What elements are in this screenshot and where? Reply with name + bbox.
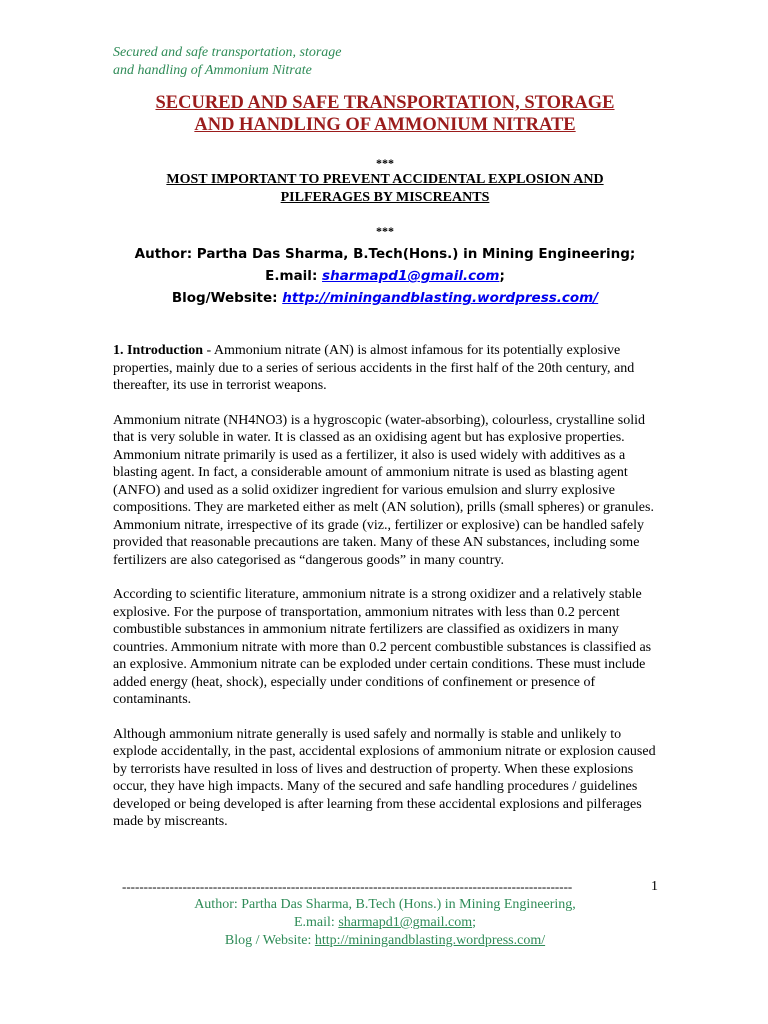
footer-email-line <box>100 914 670 932</box>
paragraph-4: Although ammonium nitrate generally is used safely and normally is stable and unlikely to explode accidentally, in the past, accidental explosions of ammonium nitrate or explosion caused by terrorists have resulted in loss of lives and destruction of property. When these explosions occur, they have high impacts. Many of the secured and safe handling procedures / guidelines developed or being developed is after learning from these accidental explosions and pilferages made by miscreants. <box>113 726 656 829</box>
author-email-label: E.mail: <box>265 268 323 284</box>
footer-blog-line <box>100 932 670 950</box>
footer-email-label: E.mail: <box>293 915 339 930</box>
running-header-line-1: Secured and safe transportation, storage <box>113 45 342 60</box>
footer-email-suffix: ; <box>472 915 477 930</box>
page-number: 1 <box>651 879 658 894</box>
introduction-text: - Ammonium nitrate (AN) is almost infamous for its potentially explosive properties, mainly due to a series of serious accidents in the first half of the 20th century, and thereafter, its use in terrorist weapons. <box>113 343 635 393</box>
section-heading-introduction: 1. Introduction <box>113 343 203 358</box>
document-subtitle-line-1: MOST IMPORTANT TO PREVENT ACCIDENTAL EXPLOSION AND <box>166 172 604 187</box>
author-email-suffix: ; <box>499 268 505 284</box>
page-footer <box>100 879 670 950</box>
document-title-line-2: AND HANDLING OF AMMONIUM NITRATE <box>194 115 576 135</box>
paragraph-2: Ammonium nitrate (NH4NO3) is a hygroscopic (water-absorbing), colourless, crystalline solid that is very soluble in water. It is classed as an oxidising agent but has explosive properties. Ammonium nitrate primarily is used as a fertilizer, it also is used widely with additives as a blasting agent. In fact, a considerable amount of ammonium nitrate is used as blasting agent (ANFO) and used as a solid oxidizer ingredient for various emulsion and slurry explosive compositions. They are marketed either as melt (AN solution), prills (small spheres) or granules. Ammonium nitrate, irrespective of its grade (viz., fertilizer or explosive) can be handled safely provided that reasonable precautions are taken. Many of these AN substances, including some fertilizers are also categorised as “dangerous goods” in many country. <box>113 412 654 568</box>
running-header-line-2: and handling of Ammonium Nitrate <box>113 63 312 78</box>
footer-email-link[interactable]: sharmapd1@gmail.com <box>338 915 473 930</box>
footer-author-line: Author: Partha Das Sharma, B.Tech (Hons.) in Mining Engineering, <box>194 897 576 912</box>
footer-divider: -------------------------------------------------------------------------------------------------------- <box>122 879 573 894</box>
author-email-link[interactable]: sharmapd1@gmail.com <box>322 268 500 284</box>
footer-blog-link[interactable]: http://miningandblasting.wordpress.com/ <box>314 933 546 948</box>
document-subtitle <box>130 171 640 207</box>
paragraph-3: According to scientific literature, ammonium nitrate is a strong oxidizer and a relatively stable explosive. For the purpose of transportation, ammonium nitrates with less than 0.2 percent combustible substances in ammonium nitrate fertilizers are classified as oxidizers in many countries. Ammonium nitrate with more than 0.2 percent combustible substances is classified as an explosive. Ammonium nitrate can be exploded under certain conditions. These must include added energy (heat, shock), especially under conditions of confinement or presence of contaminants. <box>113 587 652 707</box>
separator-stars-2: *** <box>376 224 394 238</box>
author-email-line <box>100 265 670 287</box>
document-title <box>100 92 670 136</box>
footer-blog-label: Blog / Website: <box>224 933 315 948</box>
author-line: Author: Partha Das Sharma, B.Tech(Hons.) in Mining Engineering; <box>134 246 636 262</box>
author-block <box>100 243 670 309</box>
separator-stars-1: *** <box>376 156 394 170</box>
document-subtitle-line-2: PILFERAGES BY MISCREANTS <box>280 190 490 205</box>
author-blog-link[interactable]: http://miningandblasting.wordpress.com/ <box>282 290 599 306</box>
footer-credits <box>100 896 670 950</box>
author-blog-label: Blog/Website: <box>171 290 283 306</box>
running-header <box>113 44 342 80</box>
body-text <box>113 342 659 848</box>
document-title-line-1: SECURED AND SAFE TRANSPORTATION, STORAGE <box>155 93 615 113</box>
paragraph-introduction <box>113 342 659 395</box>
author-blog-line <box>100 287 670 309</box>
